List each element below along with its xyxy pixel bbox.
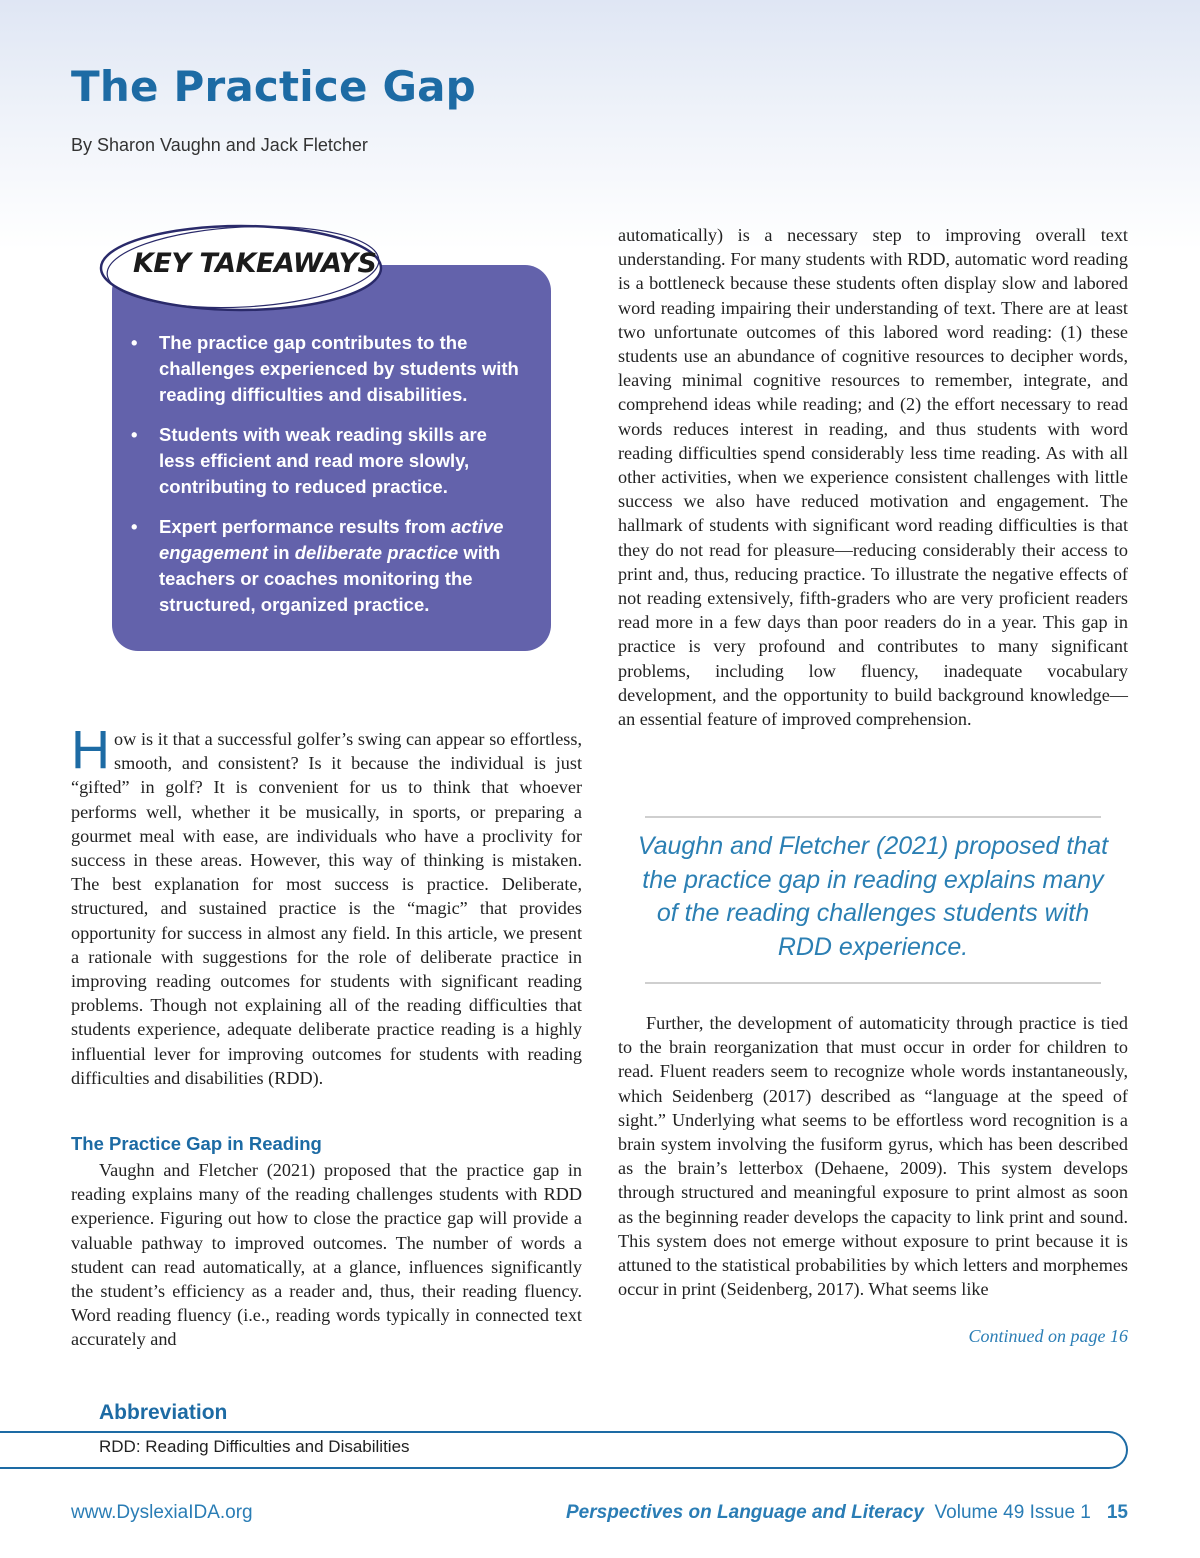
intro-text: ow is it that a successful golfer’s swing can appear so effortless, smooth, and consistent? Is it because the individual is just “gifted” in golf? It is convenient for us to think that whoever performs well, whether it be musically, in sports, or preparing a gourmet meal with ease, are individuals who have a proclivity for success in these areas. However, this way of thinking is mistaken. The best explanation for most success is practice. Deliberate, structured, and sustained practice is the “magic” that provides opportunity for success in almost any field. In this article, we present a rationale with suggestions for the role of deliberate practice in improving reading outcomes for students with significant reading problems. Though not explaining all of the reading difficulties that students experience, adequate deliberate practice reading is a highly influential lever for improving outcomes for students with reading difficulties and disabilities (RDD). bbox=[71, 729, 582, 1088]
article-title: The Practice Gap bbox=[71, 62, 476, 111]
takeaway-text-part: in bbox=[267, 542, 295, 563]
key-takeaways-list bbox=[131, 330, 521, 632]
takeaway-text bbox=[159, 516, 503, 615]
footer-publication bbox=[566, 1502, 1128, 1524]
right-paragraph-2: Further, the development of automaticity through practice is tied to the brain reorganization that must occur in order for children to read. Fluent readers seem to recognize whole words instantaneously, which Seidenberg (2017) described as “language at the speed of sight.” Underlying what seems to be effortless word recognition is a brain system involving the fusiform gyrus, which has been described as the brain’s letterbox (Dehaene, 2009). This system develops through structured and meaningful exposure to print almost as soon as the beginning reader develops the capacity to link print and sound. This system does not emerge without exposure to print because it is attuned to the statistical probabilities by which letters and morphemes occur in print (Seidenberg, 2017). What seems like bbox=[618, 1013, 1128, 1300]
page-number: 15 bbox=[1106, 1502, 1128, 1523]
takeaway-item bbox=[131, 330, 521, 408]
takeaway-text-part: Expert performance results from bbox=[159, 516, 451, 537]
footer-url[interactable]: www.DyslexiaIDA.org bbox=[71, 1502, 253, 1523]
takeaway-item bbox=[131, 514, 521, 618]
key-takeaways-title: KEY TAKEAWAYS bbox=[133, 248, 377, 279]
bullet-icon: • bbox=[131, 332, 138, 353]
pullquote: Vaughn and Fletcher (2021) proposed that the practice gap in reading explains many of the reading challenges students with RDD experience. bbox=[637, 832, 1109, 961]
issue-info: Volume 49 Issue 1 bbox=[934, 1502, 1091, 1523]
byline: By Sharon Vaughn and Jack Fletcher bbox=[71, 135, 368, 155]
drop-cap: H bbox=[71, 720, 110, 780]
continued-link[interactable]: Continued on page 16 bbox=[968, 1326, 1128, 1346]
abbreviation-heading: Abbreviation bbox=[99, 1401, 228, 1424]
pullquote-top-rule bbox=[645, 816, 1101, 818]
section-heading: The Practice Gap in Reading bbox=[71, 1133, 322, 1154]
takeaway-item bbox=[131, 422, 521, 500]
bullet-icon: • bbox=[131, 516, 138, 537]
intro-paragraph bbox=[71, 720, 582, 1090]
takeaway-text-part: with teachers or coaches monitoring the structured, organized practice. bbox=[159, 542, 501, 615]
right-paragraph-1: automatically) is a necessary step to improving overall text understanding. For many students with RDD, automatic word reading is a bottleneck because these students often display slow and labored word reading impairing their understanding of text. There are at least two unfortunate outcomes of this labored word reading: (1) these students use an abundance of cognitive resources to decipher words, leaving minimal cognitive resources to remember, integrate, and comprehend ideas while reading; and (2) the effort necessary to read words reduces interest in reading, and thus students with word reading difficulties spend considerably less time reading. As with all other activities, when we experience consistent challenges with little success we also have reduced motivation and engagement. The hallmark of students with significant word reading difficulties is that they do not read for pleasure—reducing considerably their access to print and, thus, reducing practice. To illustrate the negative effects of not reading extensively, fifth-graders who are very proficient readers read more in a few days than poor readers do in a year. This gap in practice is very profound and contributes to many significant problems, including low fluency, inadequate vocabulary development, and the opportunity to build background knowledge—an essential feature of improved comprehension. bbox=[618, 225, 1128, 730]
journal-name: Perspectives on Language and Literacy bbox=[566, 1502, 924, 1523]
abbreviation-text: RDD: Reading Difficulties and Disabilities bbox=[99, 1437, 410, 1456]
takeaway-emphasis: active engagement bbox=[159, 516, 504, 563]
bullet-icon: • bbox=[131, 424, 138, 445]
takeaway-text: Students with weak reading skills are less efficient and read more slowly, contributing to reduced practice. bbox=[159, 424, 487, 497]
section-paragraph: Vaughn and Fletcher (2021) proposed that the practice gap in reading explains many of the reading challenges students with RDD experience. Figuring out how to close the practice gap will provide a valuable pathway to improved outcomes. The number of words a student can read automatically, at a glance, influences significantly the student’s efficiency as a reader and, thus, their reading fluency. Word reading fluency (i.e., reading words typically in connected text accurately and bbox=[71, 1160, 582, 1350]
takeaway-text: The practice gap contributes to the challenges experienced by students with reading difficulties and disabilities. bbox=[159, 332, 519, 405]
pullquote-bottom-rule bbox=[645, 982, 1101, 984]
takeaway-emphasis: deliberate practice bbox=[294, 542, 459, 563]
